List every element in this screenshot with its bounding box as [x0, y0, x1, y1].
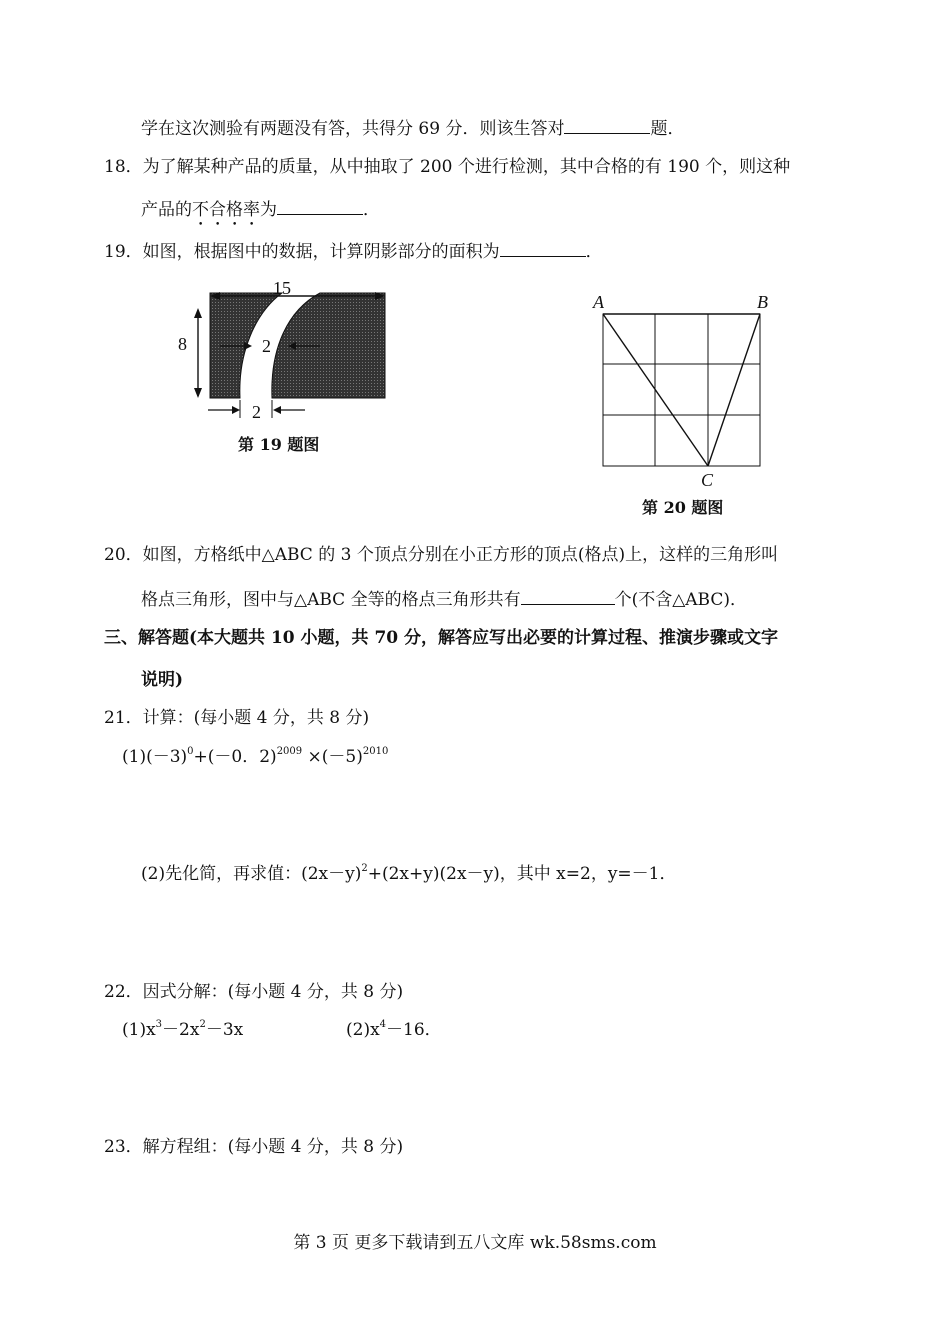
fig20-grid — [603, 314, 760, 466]
q22-p2-b: －16． — [386, 1020, 442, 1040]
q19-text: 如图，根据图中的数据，计算阴影部分的面积为 — [142, 242, 500, 262]
q19-answer-blank[interactable] — [500, 238, 586, 257]
q22-p2-a: (2)x — [346, 1020, 380, 1040]
q17-continuation — [141, 115, 684, 141]
q21-p1-b: +(－0．2) — [193, 747, 277, 767]
fig19-label-gap-top: 2 — [262, 336, 271, 356]
q21-p1-a: (1)(－3) — [122, 747, 188, 767]
fig19-label-gap-bottom: 2 — [252, 402, 261, 422]
q18-number: 18． — [104, 157, 143, 177]
section3-line2: 说明) — [141, 670, 184, 690]
q23-number: 23． — [104, 1137, 143, 1157]
q21-p2-b: +(2x+y)(2x－y)，其中 x=2，y=－1． — [367, 864, 677, 884]
q21-p1-c: ×(－5) — [302, 747, 363, 767]
q22-p1-a: (1)x — [122, 1020, 156, 1040]
q21-p1-exp3: 2010 — [362, 746, 389, 757]
q21-p2-exp: 2 — [361, 863, 368, 874]
fig20-label-b: B — [757, 292, 768, 312]
q22-p1-e2: 2 — [199, 1019, 206, 1030]
q21-p1-exp2: 2009 — [276, 746, 303, 757]
q22-part1 — [122, 1018, 243, 1042]
q22-line — [104, 980, 403, 1004]
q17-tail: 题． — [650, 119, 685, 139]
q22-part2 — [346, 1018, 442, 1042]
figure-19 — [170, 278, 400, 428]
q21-part2 — [141, 862, 676, 886]
q18-tail: ． — [363, 200, 380, 220]
fig19-caption: 第 19 题图 — [238, 435, 320, 454]
fig20-caption: 第 20 题图 — [642, 498, 724, 517]
q20-number: 20． — [104, 545, 143, 565]
q19-number: 19． — [104, 242, 143, 262]
q20-line1 — [104, 543, 778, 567]
q18-line2 — [141, 196, 380, 230]
q20-line2 — [141, 586, 747, 612]
q18-line1 — [104, 155, 790, 179]
q20-text-line1: 如图，方格纸中△ABC 的 3 个顶点分别在小正方形的顶点(格点)上，这样的三角形叫 — [142, 545, 779, 565]
q22-number: 22． — [104, 982, 143, 1002]
q20-tail: 个(不含△ABC)． — [614, 590, 748, 610]
q18-text-line1: 为了解某种产品的质量，从中抽取了 200 个进行检测，其中合格的有 190 个，则这种 — [142, 157, 791, 177]
q21-p1-exp1: 0 — [187, 746, 194, 757]
q22-text: 因式分解：(每小题 4 分，共 8 分) — [142, 982, 404, 1002]
q18-answer-blank[interactable] — [277, 196, 363, 215]
q22-p2-e1: 4 — [379, 1019, 387, 1030]
q18-emphasis: 不合格率 — [192, 200, 260, 220]
q23-line — [104, 1135, 403, 1159]
q19-line — [104, 238, 603, 264]
q22-p1-c: －3x — [205, 1020, 244, 1040]
q21-number: 21． — [104, 708, 143, 728]
section3-line1: 三、解答题(本大题共 10 小题，共 70 分，解答应写出必要的计算过程、推演步骤或文字 — [104, 628, 779, 648]
q22-p1-b: －2x — [162, 1020, 200, 1040]
q17-text: 学在这次测验有两题没有答，共得分 69 分．则该生答对 — [141, 119, 565, 139]
fig20-label-a: A — [593, 292, 604, 312]
fig20-label-c: C — [701, 470, 714, 490]
fig19-label-height: 8 — [178, 334, 187, 354]
figure-20 — [585, 290, 775, 490]
q17-answer-blank[interactable] — [564, 115, 650, 134]
q23-text: 解方程组：(每小题 4 分，共 8 分) — [142, 1137, 404, 1157]
q19-tail: ． — [585, 242, 603, 262]
q20-text-line2: 格点三角形，图中与△ABC 全等的格点三角形共有 — [141, 590, 521, 610]
page-footer: 第 3 页 更多下载请到五八文库 wk.58sms.com — [293, 1233, 657, 1253]
q18-text-a: 产品的 — [141, 200, 192, 220]
fig19-label-width: 15 — [273, 278, 291, 298]
q21-part1 — [122, 745, 388, 769]
q22-p1-e1: 3 — [155, 1019, 163, 1030]
q21-line — [104, 706, 369, 730]
q20-answer-blank[interactable] — [521, 586, 615, 605]
fig19-shaded-right — [272, 293, 385, 398]
fig20-triangle-abc — [603, 314, 760, 466]
q18-text-b: 为 — [260, 200, 277, 220]
q21-text: 计算：(每小题 4 分，共 8 分) — [142, 708, 370, 728]
q21-p2-a: (2)先化简，再求值：(2x－y) — [141, 864, 362, 884]
